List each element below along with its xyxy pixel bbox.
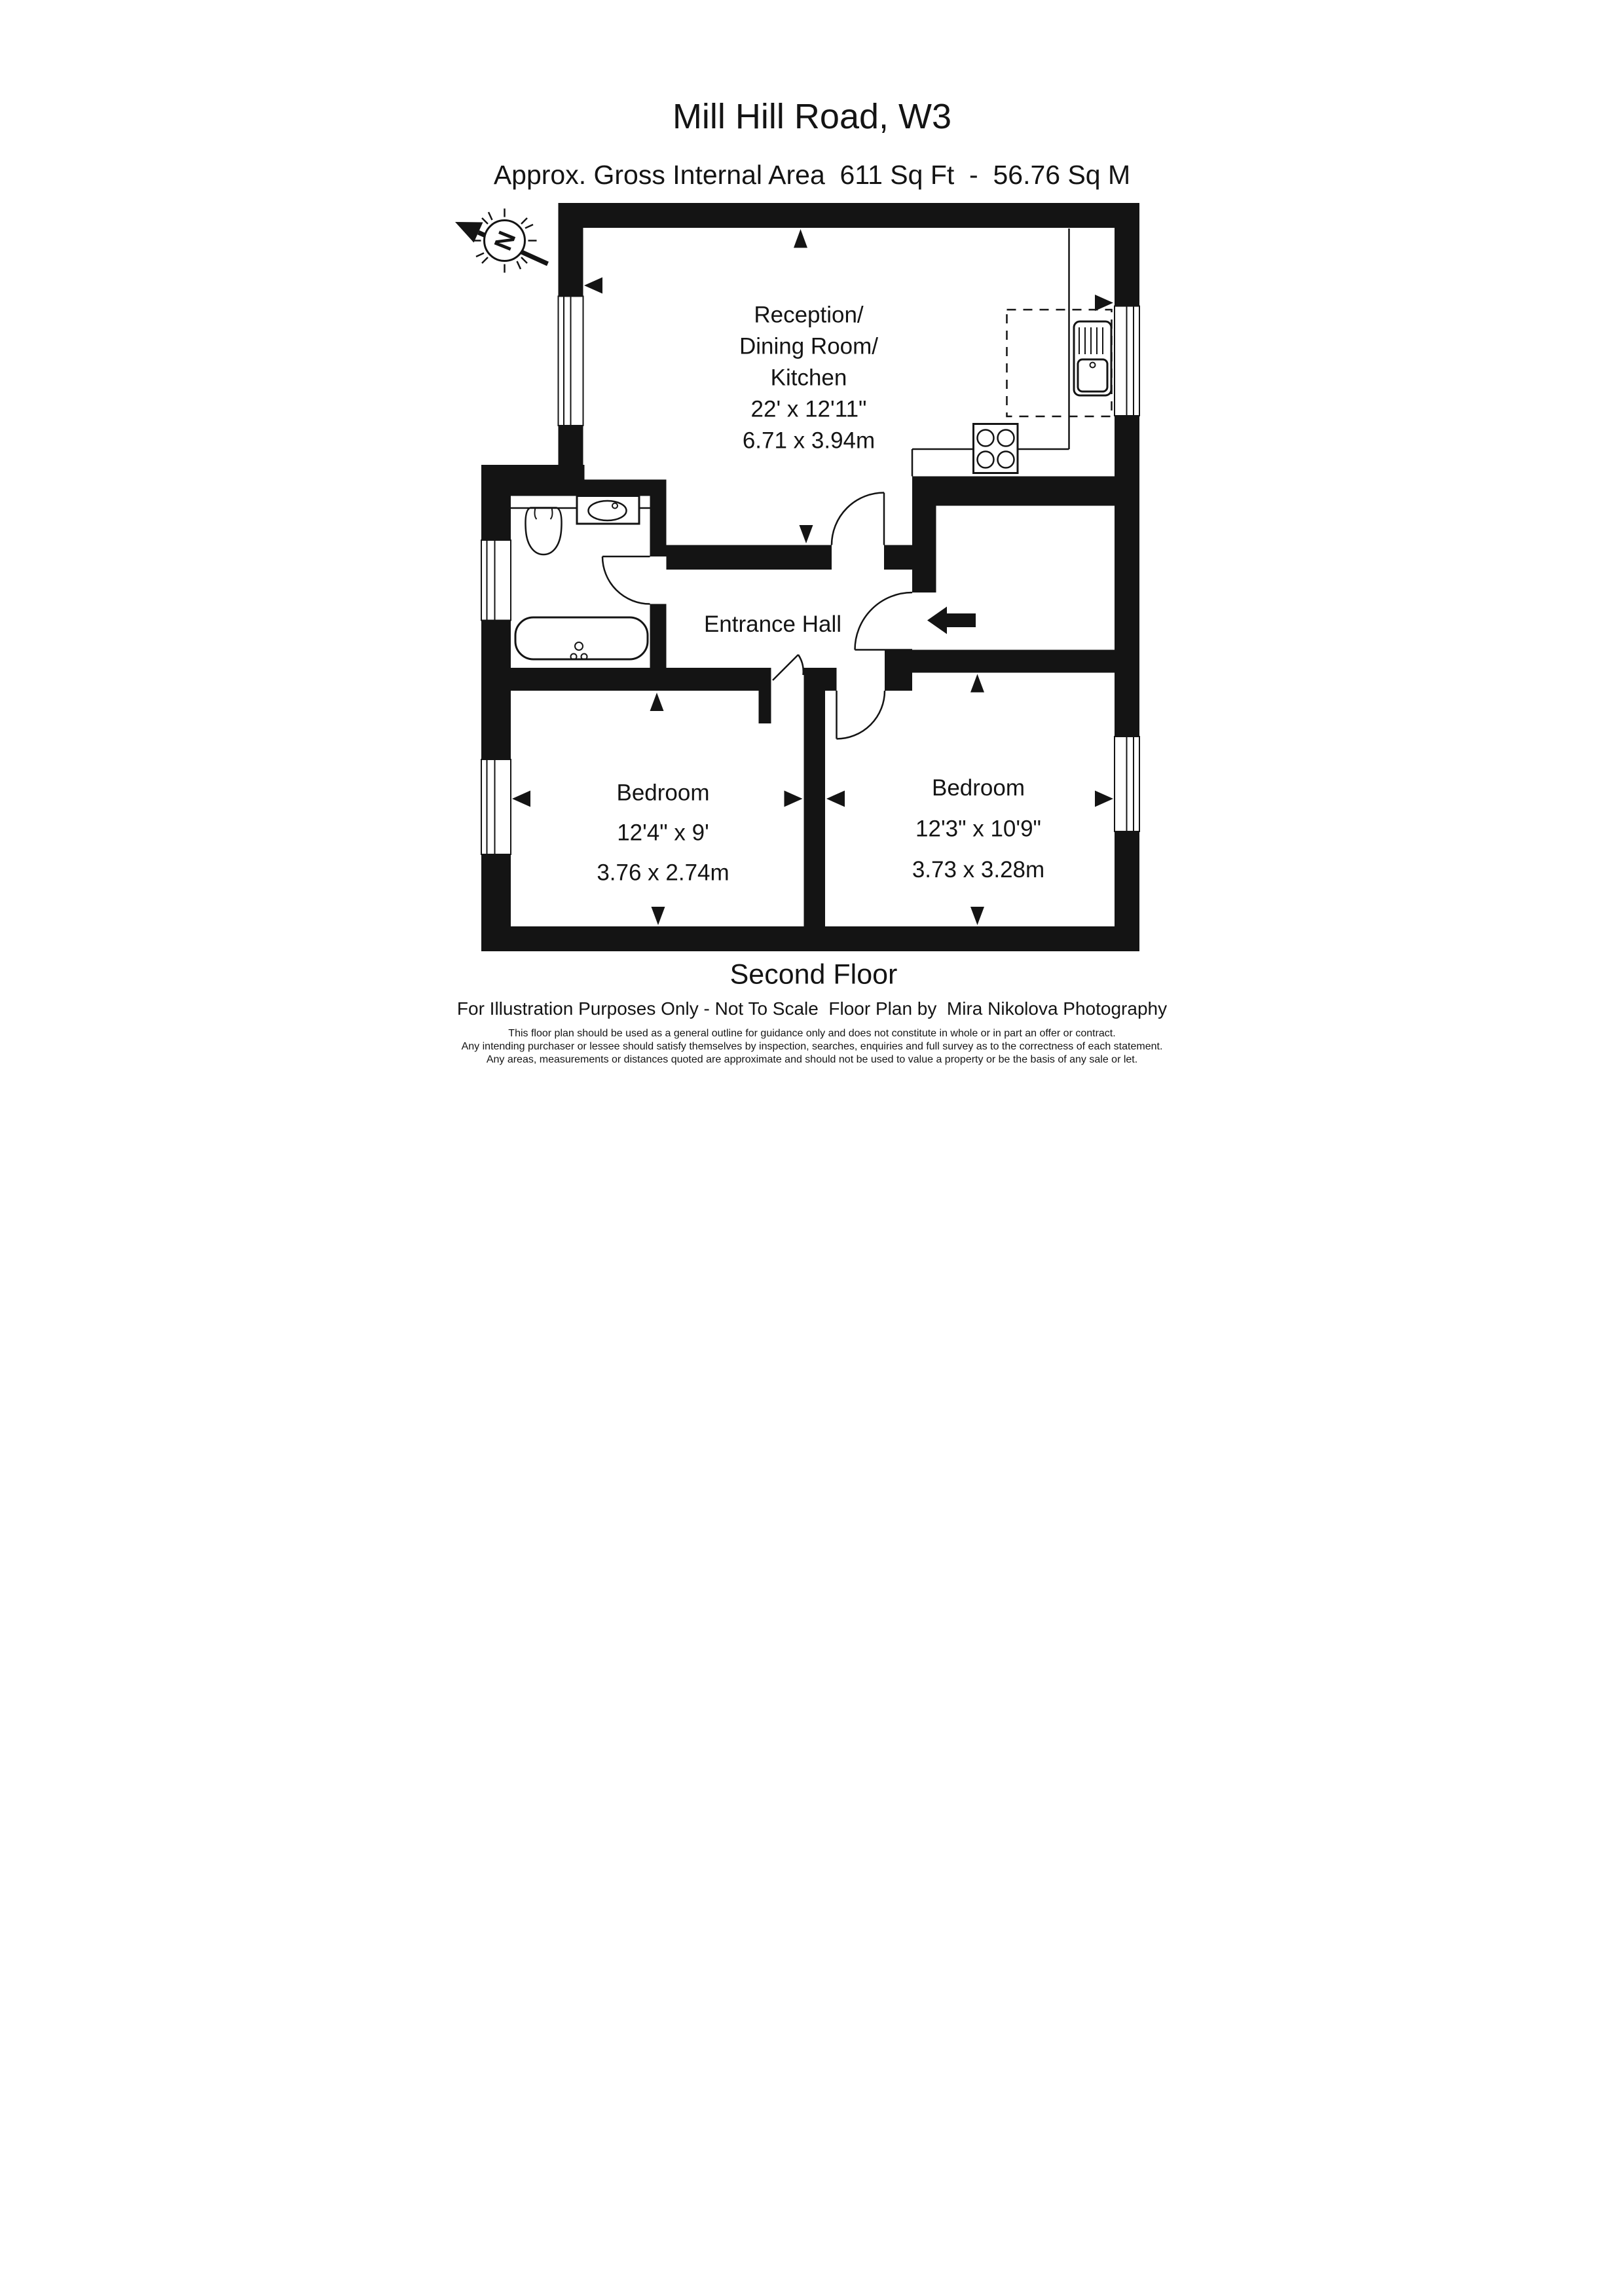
wall-bottom [481, 926, 1139, 951]
wall-bedroom-right-top [912, 650, 1139, 673]
wall-hall-right-vertical [912, 506, 936, 593]
window-bathroom-left [481, 540, 511, 621]
door-reception-to-hall [832, 493, 884, 545]
kitchen-area [912, 228, 1112, 477]
reception-size-imperial: 22' x 12'11" [750, 396, 867, 422]
wall-hall-bottom [667, 668, 759, 691]
wall-right-mid [1115, 416, 1139, 737]
reception-name-3: Kitchen [770, 365, 847, 391]
floor-plan-canvas [406, 0, 1218, 1148]
disclaimer-line-1: This floor plan should be used as a general outline for guidance only and does not constitute in whole or in part an offer or contract. [508, 1028, 1116, 1039]
wall-doorway-stub-left [759, 668, 771, 723]
compass-north-label: N [489, 227, 522, 255]
kitchen-sink-icon [1074, 321, 1111, 395]
label-bedroom-left [597, 780, 729, 886]
window-bedroom-right [1115, 737, 1139, 831]
entrance-arrow-icon [927, 607, 976, 634]
bedroom-right-size-imperial: 12'3" x 10'9" [915, 816, 1041, 842]
dimension-arrow-bedroom-left-east [784, 791, 803, 807]
washbasin-icon [577, 496, 639, 524]
dimension-arrow-reception-right [1095, 295, 1113, 311]
dimension-arrow-reception-left [584, 278, 602, 294]
dimension-arrow-bedroom-left-top [650, 693, 664, 711]
wall-hall-top-left [667, 545, 832, 570]
wall-right-upper [1115, 228, 1139, 306]
compass-north-icon [455, 209, 548, 273]
floor-label: Second Floor [729, 958, 898, 991]
bedroom-left-size-imperial: 12'4" x 9' [617, 820, 709, 846]
floor-plan-page [406, 0, 1218, 1148]
dimension-arrow-reception-bottom [800, 525, 813, 543]
wall-bedroom-divider [804, 668, 826, 926]
illustration-note: For Illustration Purposes Only - Not To Scale Floor Plan by Mira Nikolova Photography [456, 998, 1168, 1019]
wall-right-lower [1115, 831, 1139, 926]
wall-bathroom-right-upper [650, 496, 667, 557]
dimension-arrow-bedroom-left-bottom [652, 907, 665, 925]
page-title: Mill Hill Road, W3 [672, 97, 952, 136]
bedroom-left-name: Bedroom [616, 780, 710, 806]
dimension-arrow-bedroom-right-bottom [970, 907, 984, 925]
wall-bathroom-bottom [511, 668, 667, 691]
door-bedroom-right [837, 691, 885, 739]
toilet-icon [525, 508, 561, 555]
dimension-arrow-bedroom-right-west [826, 791, 845, 807]
wall-bathroom-top-block [481, 465, 585, 496]
bedroom-left-size-metric: 3.76 x 2.74m [597, 860, 729, 886]
door-entrance [855, 592, 913, 650]
dimension-arrow-bedroom-left-west [512, 791, 530, 807]
window-bedroom-left [481, 759, 511, 854]
door-bathroom [602, 556, 650, 604]
wall-left-mid [481, 621, 511, 760]
wall-hall-top-right [884, 545, 912, 570]
bedroom-right-size-metric: 3.73 x 3.28m [912, 857, 1045, 883]
disclaimer-line-3: Any areas, measurements or distances quoted are approximate and should not be used to value a property or be the basis of any sale or let. [486, 1054, 1138, 1065]
label-bedroom-right [912, 775, 1044, 883]
bedroom-right-name: Bedroom [931, 775, 1025, 801]
disclaimer-line-2: Any intending purchaser or lessee should satisfy themselves by inspection, searches, enquiries and full survey as to the correctness of each statement. [461, 1041, 1163, 1052]
reception-name-2: Dining Room/ [739, 333, 879, 359]
gross-internal-area: Approx. Gross Internal Area 611 Sq Ft - 56.76 Sq M [493, 160, 1131, 190]
dimension-arrow-bedroom-right-top [970, 674, 984, 693]
wall-top [559, 203, 1140, 228]
wall-left-bathroom-upper [481, 496, 511, 541]
dimension-arrow-reception-top [794, 229, 807, 248]
bathtub-icon [515, 617, 648, 660]
label-reception [739, 302, 878, 454]
reception-size-metric: 6.71 x 3.94m [742, 428, 876, 454]
door-bedroom-left [773, 655, 803, 680]
wall-bathroom-top [585, 480, 667, 496]
hob-icon [974, 424, 1018, 473]
label-entrance-hall: Entrance Hall [703, 611, 842, 637]
wall-entrance-jog [885, 650, 912, 691]
window-reception-right [1115, 306, 1139, 416]
window-reception-left [559, 297, 583, 426]
disclaimer [462, 1028, 1163, 1065]
dimension-arrow-bedroom-right-east [1095, 791, 1113, 807]
wall-kitchen-bottom [912, 477, 1139, 506]
bathroom-area [511, 496, 650, 660]
wall-reception-left-upper [559, 228, 583, 297]
wall-doorway-stub-right [825, 668, 837, 691]
reception-name-1: Reception/ [754, 302, 864, 328]
